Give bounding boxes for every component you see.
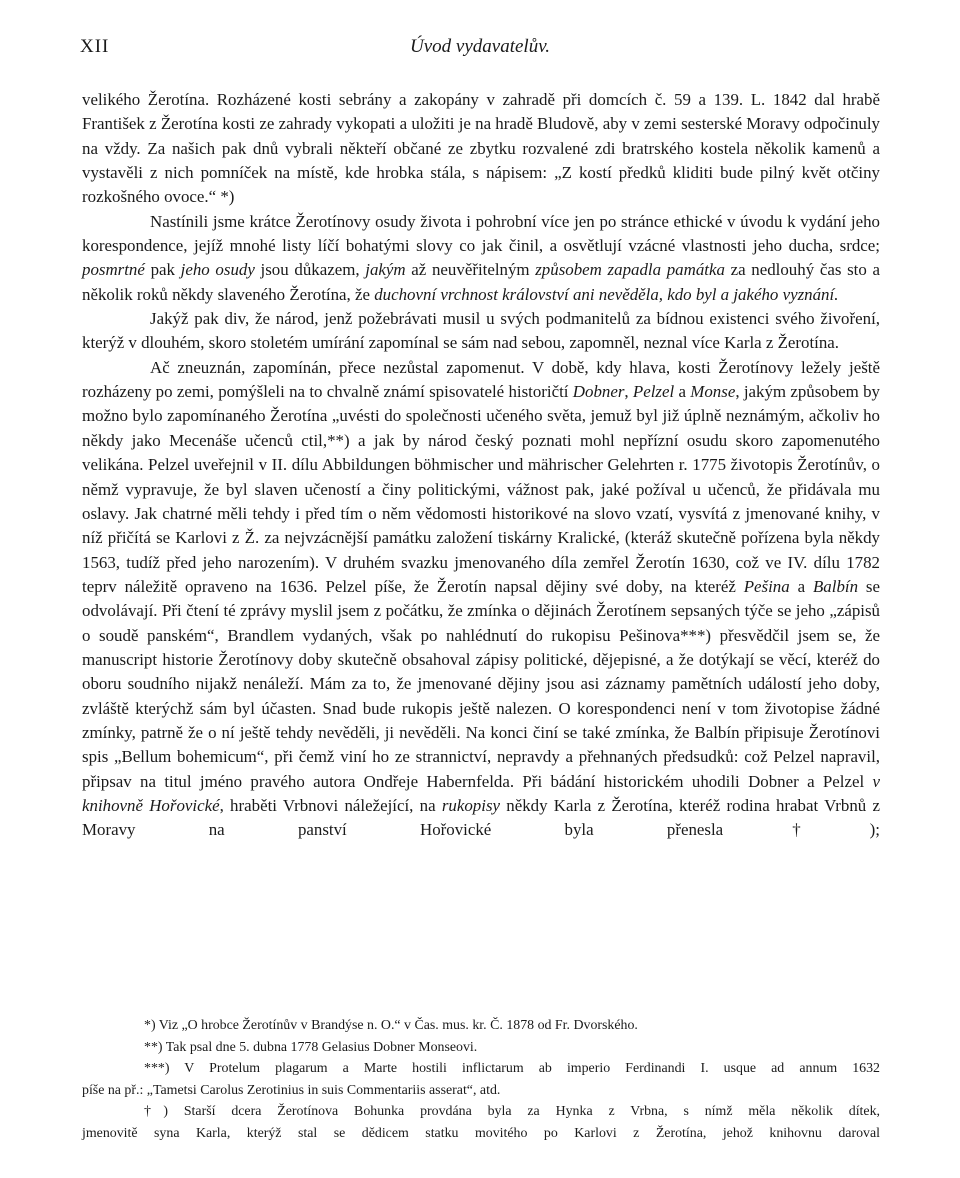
paragraph-1: velikého Žerotína. Rozházené kosti sebrány a zakopány v zahradě při domcích č. 59 a 139. L. 1842 dal hrabě František z Žerotína kosti ze zahrady vykopati a uložiti je na hradě Bludově, aby v zemi sesterské Moravy odpočinuly na vždy. Za našich pak dnů vybrali někteří občané ze zbytku rozvalené zdi bratrského kostela několik kamenů a vystavěli z nich pomníček na místě, kde hrobka stála, s nápisem: „Z kostí předků kliditi bude pilný květ otčiny rozkošného ovoce.“ *) bbox=[82, 90, 880, 207]
italic-run: Balbín bbox=[812, 576, 859, 596]
footnote-4-line-2: jmenovitě syna Karla, kterýž stal se dědicem statku movitého po Karlovi z Žerotína, jehož knihovnu daroval bbox=[82, 1125, 880, 1141]
page-number: XII bbox=[80, 36, 110, 57]
text-run: někdy Karla z Žerotína, kteréž rodina hrabat Vrbnů z Moravy na panství Hořovické byla přenesla†); bbox=[82, 795, 881, 840]
italic-run: v knihovně Hořovické bbox=[82, 771, 880, 815]
text-run: , bbox=[624, 382, 633, 402]
italic-run: duchovní vrchnost království ani nevěděla, kdo byl a jakého vyznání. bbox=[374, 284, 839, 304]
italic-run: způsobem zapadla památka bbox=[535, 260, 725, 280]
italic-run: Dobner bbox=[572, 382, 625, 402]
footnote-3-line-1: ***) V Protelum plagarum a Marte hostili inflictarum ab imperio Ferdinandi I. usque ad annum 1632 bbox=[144, 1061, 880, 1077]
paragraph-2 bbox=[82, 210, 880, 307]
main-text bbox=[82, 88, 880, 843]
italic-run: Pelzel bbox=[632, 382, 675, 402]
italic-run: jakým bbox=[365, 260, 406, 280]
text-run: a bbox=[674, 382, 691, 402]
text-run: Nastínili jsme krátce Žerotínovy osudy života i pohrobní více jen po stránce ethické v úvodu k vydání jeho korespondence, jejíž mnohé listy líčí bohatými slovy co jak činil, a osvětlují vzácné vlastnosti jeho ducha, srdce; bbox=[82, 211, 880, 256]
footnotes bbox=[82, 1015, 880, 1145]
text-run: se odvolávají. Při čtení té zprávy myslil jsem z počátku, že zmínka o dějinách Žerotínem sepsaných týče se jeho „zápisů o soudě panském“, Brandlem vydaných, však po nahlédnutí do rukopisu Pešinova***) přesvědčil jsem se, že manuscript historie Žerotínovy doby skutečně obsahoval zápisy politické, dějepisné, a že dotýkají se věcí, kteréž do oboru soudního nijakž nenáleží. Mám za to, že jmenované dějiny jsou asi záznamy pamětních událostí jeho doby, zvláště kterýchž sám byl účasten. Snad bude rukopis ještě nalezen. O korespondenci není v tom životopise žádné zmínky, patrně že o ní ještě tehdy nevěděli, ji nevěděli. Na konci činí se také zmínka, že Balbín připisuje Žerotínovi spis „Bellum bohemicum“, při čemž viní ho ze strannictví, nepravdy a přehnaných předsudků: což Pelzel napravil, připsav na titul jméno pravého autora Ondřeje Habernfelda. Při bádání historickém uhodili Dobner a Pelzel bbox=[82, 576, 880, 791]
italic-run: Pešina bbox=[743, 576, 790, 596]
text-run: a bbox=[789, 576, 813, 596]
running-title: Úvod vydavatelův. bbox=[410, 36, 550, 57]
italic-run: jeho osudy bbox=[180, 260, 255, 280]
paragraph-4 bbox=[82, 356, 880, 843]
footnote-1: *) Viz „O hrobce Žerotínův v Brandýse n. O.“ v Čas. mus. kr. Č. 1878 od Fr. Dvorského. bbox=[144, 1018, 638, 1033]
text-run: , jakým způsobem by možno bylo zapomínaného Žerotína „uvésti do společnosti učeného světa, jemuž byl již úplně neznámým, ačkoliv ho někdy jako Mecenáše učenců ctil,**) a jak by národ český poznati mohl nepřízní osudu skoro zapomenutého velikána. Pelzel uveřejnil v II. dílu Abbildungen böhmischer und mährischer Gelehrten r. 1775 životopis Žerotínův, o němž vypravuje, že byl slaven učeností a činy politickými, vážnost pak, jaké požíval u učenců, že přidávala mu oslavy. Jak chatrné měli tehdy i před tím o něm vědomosti historikové na slovo vzatí, vysvítá z jmenované knihy, v níž přičítá se Karlovi z Ž. za nejvzácnější památku založení tiskárny Kralické, (kteráž skutečně pořízena byla někdy 1563, tudíž před jeho narozením). V druhém svazku jmenovaného díla zemřel Žerotín 1630, což ve IV. dílu 1782 teprv náležitě opraveno na 1636. Pelzel píše, že Žerotín napsal dějiny své doby, na kteréž bbox=[82, 382, 880, 596]
text-run: jsou důkazem, bbox=[254, 260, 366, 280]
footnote-2: **) Tak psal dne 5. dubna 1778 Gelasius Dobner Monseovi. bbox=[144, 1039, 478, 1055]
footnote-4-line-1: †) Starší dcera Žerotínova Bohunka provdána byla za Hynka z Vrbna, s nímž měla několik dítek, bbox=[144, 1104, 880, 1120]
text-run: pak bbox=[144, 260, 181, 280]
text-run: až neuvěřitelným bbox=[405, 260, 536, 280]
paragraph-3: Jakýž pak div, že národ, jenž požebrávati musil u svých podmanitelů za bídnou existenci svého živoření, kterýž v dlouhém, skoro stoletém umírání zapomínal se sám nad sebou, zapomněl, neznal více Karla z Žerotína. bbox=[82, 309, 880, 353]
italic-run: rukopisy bbox=[441, 795, 501, 815]
text-run: za nedlouhý čas sto a několik roků někdy slaveného Žerotína, že bbox=[82, 260, 880, 304]
text-run: Ač zneuznán, zapomínán, přece nezůstal zapomenut. V době, kdy hlava, kosti Žerotínovy ležely ještě rozházeny po zemi, pomýšleli na to chvalně známí spisovatelé historičtí bbox=[82, 357, 880, 402]
text-run: , hraběti Vrbnovi náležející, na bbox=[219, 795, 442, 815]
footnote-3-line-2: píše na př.: „Tametsi Carolus Zerotinius in suis Commentariis asserat“, atd. bbox=[82, 1082, 501, 1098]
italic-run: posmrtné bbox=[82, 260, 145, 280]
italic-run: Monse bbox=[690, 382, 736, 402]
running-header bbox=[80, 36, 880, 64]
